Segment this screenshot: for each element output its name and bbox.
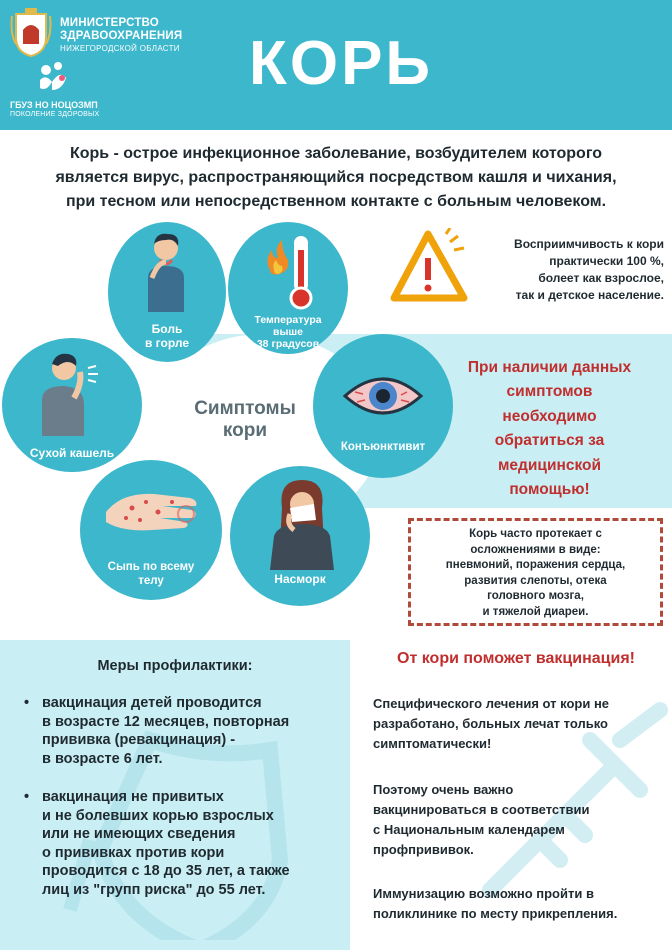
prevention-list: [24, 694, 344, 919]
seek-help-line: необходимо: [502, 407, 597, 425]
warning-line: болеет как взрослое,: [538, 271, 664, 285]
header-banner: [0, 0, 672, 130]
gbuz-slogan: ПОКОЛЕНИЕ ЗДОРОВЫХ: [10, 111, 100, 118]
bullet: •: [24, 695, 30, 711]
symptom-rash: [80, 460, 222, 600]
prevention-title: Меры профилактики:: [97, 658, 253, 674]
complications-line: осложнениями в виде:: [470, 543, 601, 556]
bullet: •: [24, 789, 30, 805]
susceptibility-text: [468, 236, 664, 304]
symptom-label: Сухой кашель: [29, 446, 115, 460]
complications-line: развития слепоты, отека: [464, 574, 607, 587]
symptom-label: Боль: [151, 322, 183, 336]
eye-icon: [341, 370, 425, 422]
ministry-line: ЗДРАВООХРАНЕНИЯ: [60, 30, 183, 42]
symptom-label: выше: [272, 326, 303, 338]
intro-line: Корь - острое инфекционное заболевание, возбудителем которого: [69, 145, 603, 162]
symptom-label: Температура: [254, 314, 322, 326]
vaccination-paragraph: Поэтому очень важно вакцинироваться в соответствии с Национальным календарем профпрививок.: [373, 782, 590, 857]
coat-of-arms-icon: [8, 8, 54, 58]
complications-line: пневмоний, поражения сердца,: [445, 559, 626, 572]
health-center-logo-icon: [36, 60, 70, 96]
gbuz-line: ГБУЗ НО НОЦОЗМП: [10, 100, 98, 110]
symptom-dry-cough: [2, 338, 142, 472]
symptom-label: Насморк: [274, 572, 326, 586]
sore-throat-person-icon: [132, 226, 202, 312]
vaccination-title: От кори поможет вакцинация!: [397, 650, 635, 667]
intro-text: [20, 142, 652, 214]
prevention-item: [24, 788, 344, 899]
ministry-name: [60, 17, 182, 55]
symptom-label: телу: [138, 575, 164, 587]
symptom-conjunctivitis: [313, 334, 453, 478]
page-title: КОРЬ: [249, 29, 433, 98]
vaccination-paragraph: Иммунизацию возможно пройти в поликлинике по месту прикрепления.: [373, 886, 618, 921]
warning-line: так и детское население.: [515, 288, 664, 302]
symptom-runny-nose: [230, 466, 370, 606]
seek-help-line: помощью!: [509, 481, 590, 499]
complications-line: и тяжелой диареи.: [482, 605, 589, 618]
coughing-person-icon: [34, 346, 114, 436]
seek-help-line: обратиться за: [494, 432, 605, 450]
vaccination-paragraph: Специфического лечения от кори не разработано, больных лечат только симптоматически!: [373, 696, 610, 751]
symptoms-title-line: кори: [222, 420, 268, 441]
symptom-label: 38 градусов: [256, 338, 320, 350]
health-center-name: [10, 100, 99, 120]
intro-line: является вирус, распространяющийся посредством кашля и чихания,: [55, 169, 617, 186]
hand-rash-icon: [102, 482, 202, 538]
prevention-item-text: вакцинация не привитых и не болевших корью взрослых или не имеющих сведения о прививках против кори проводится с 18 до 35 лет, а также лиц из "групп риска" до 55 лет.: [42, 789, 290, 898]
symptom-sore-throat: [108, 222, 226, 362]
symptom-label: Конъюнктивит: [340, 441, 426, 453]
intro-line: при тесном или непосредственном контакте с больным человеком.: [65, 193, 607, 210]
sneezing-person-icon: [264, 474, 340, 570]
warning-line: Восприимчивость к кори: [514, 237, 664, 251]
ministry-region: НИЖЕГОРОДСКОЙ ОБЛАСТИ: [60, 44, 180, 53]
symptoms-title-line: Симптомы: [194, 398, 296, 419]
prevention-item-text: вакцинация детей проводится в возрасте 12 месяцев, повторная прививка (ревакцинация) - в возрасте 6 лет.: [42, 695, 290, 767]
seek-help-line: медицинской: [497, 456, 602, 474]
symptom-label: в горле: [144, 336, 190, 350]
ministry-line: МИНИСТЕРСТВО: [60, 17, 159, 29]
symptom-label: Сыпь по всему: [107, 561, 195, 573]
complications-line: головного мозга,: [487, 590, 584, 603]
warning-line: практически 100 %,: [549, 254, 664, 268]
seek-help-text: [447, 356, 652, 502]
thermometer-flame-icon: [260, 230, 320, 312]
complications-line: Корь часто протекает с: [469, 528, 602, 540]
symptoms-title: [160, 398, 330, 442]
symptom-fever: [228, 222, 348, 354]
prevention-panel: [0, 640, 350, 950]
complications-box: [408, 518, 663, 626]
prevention-item: [24, 694, 344, 768]
warning-triangle-icon: [390, 228, 470, 308]
seek-help-line: симптомов: [506, 383, 593, 401]
seek-help-line: При наличии данных: [467, 359, 632, 376]
